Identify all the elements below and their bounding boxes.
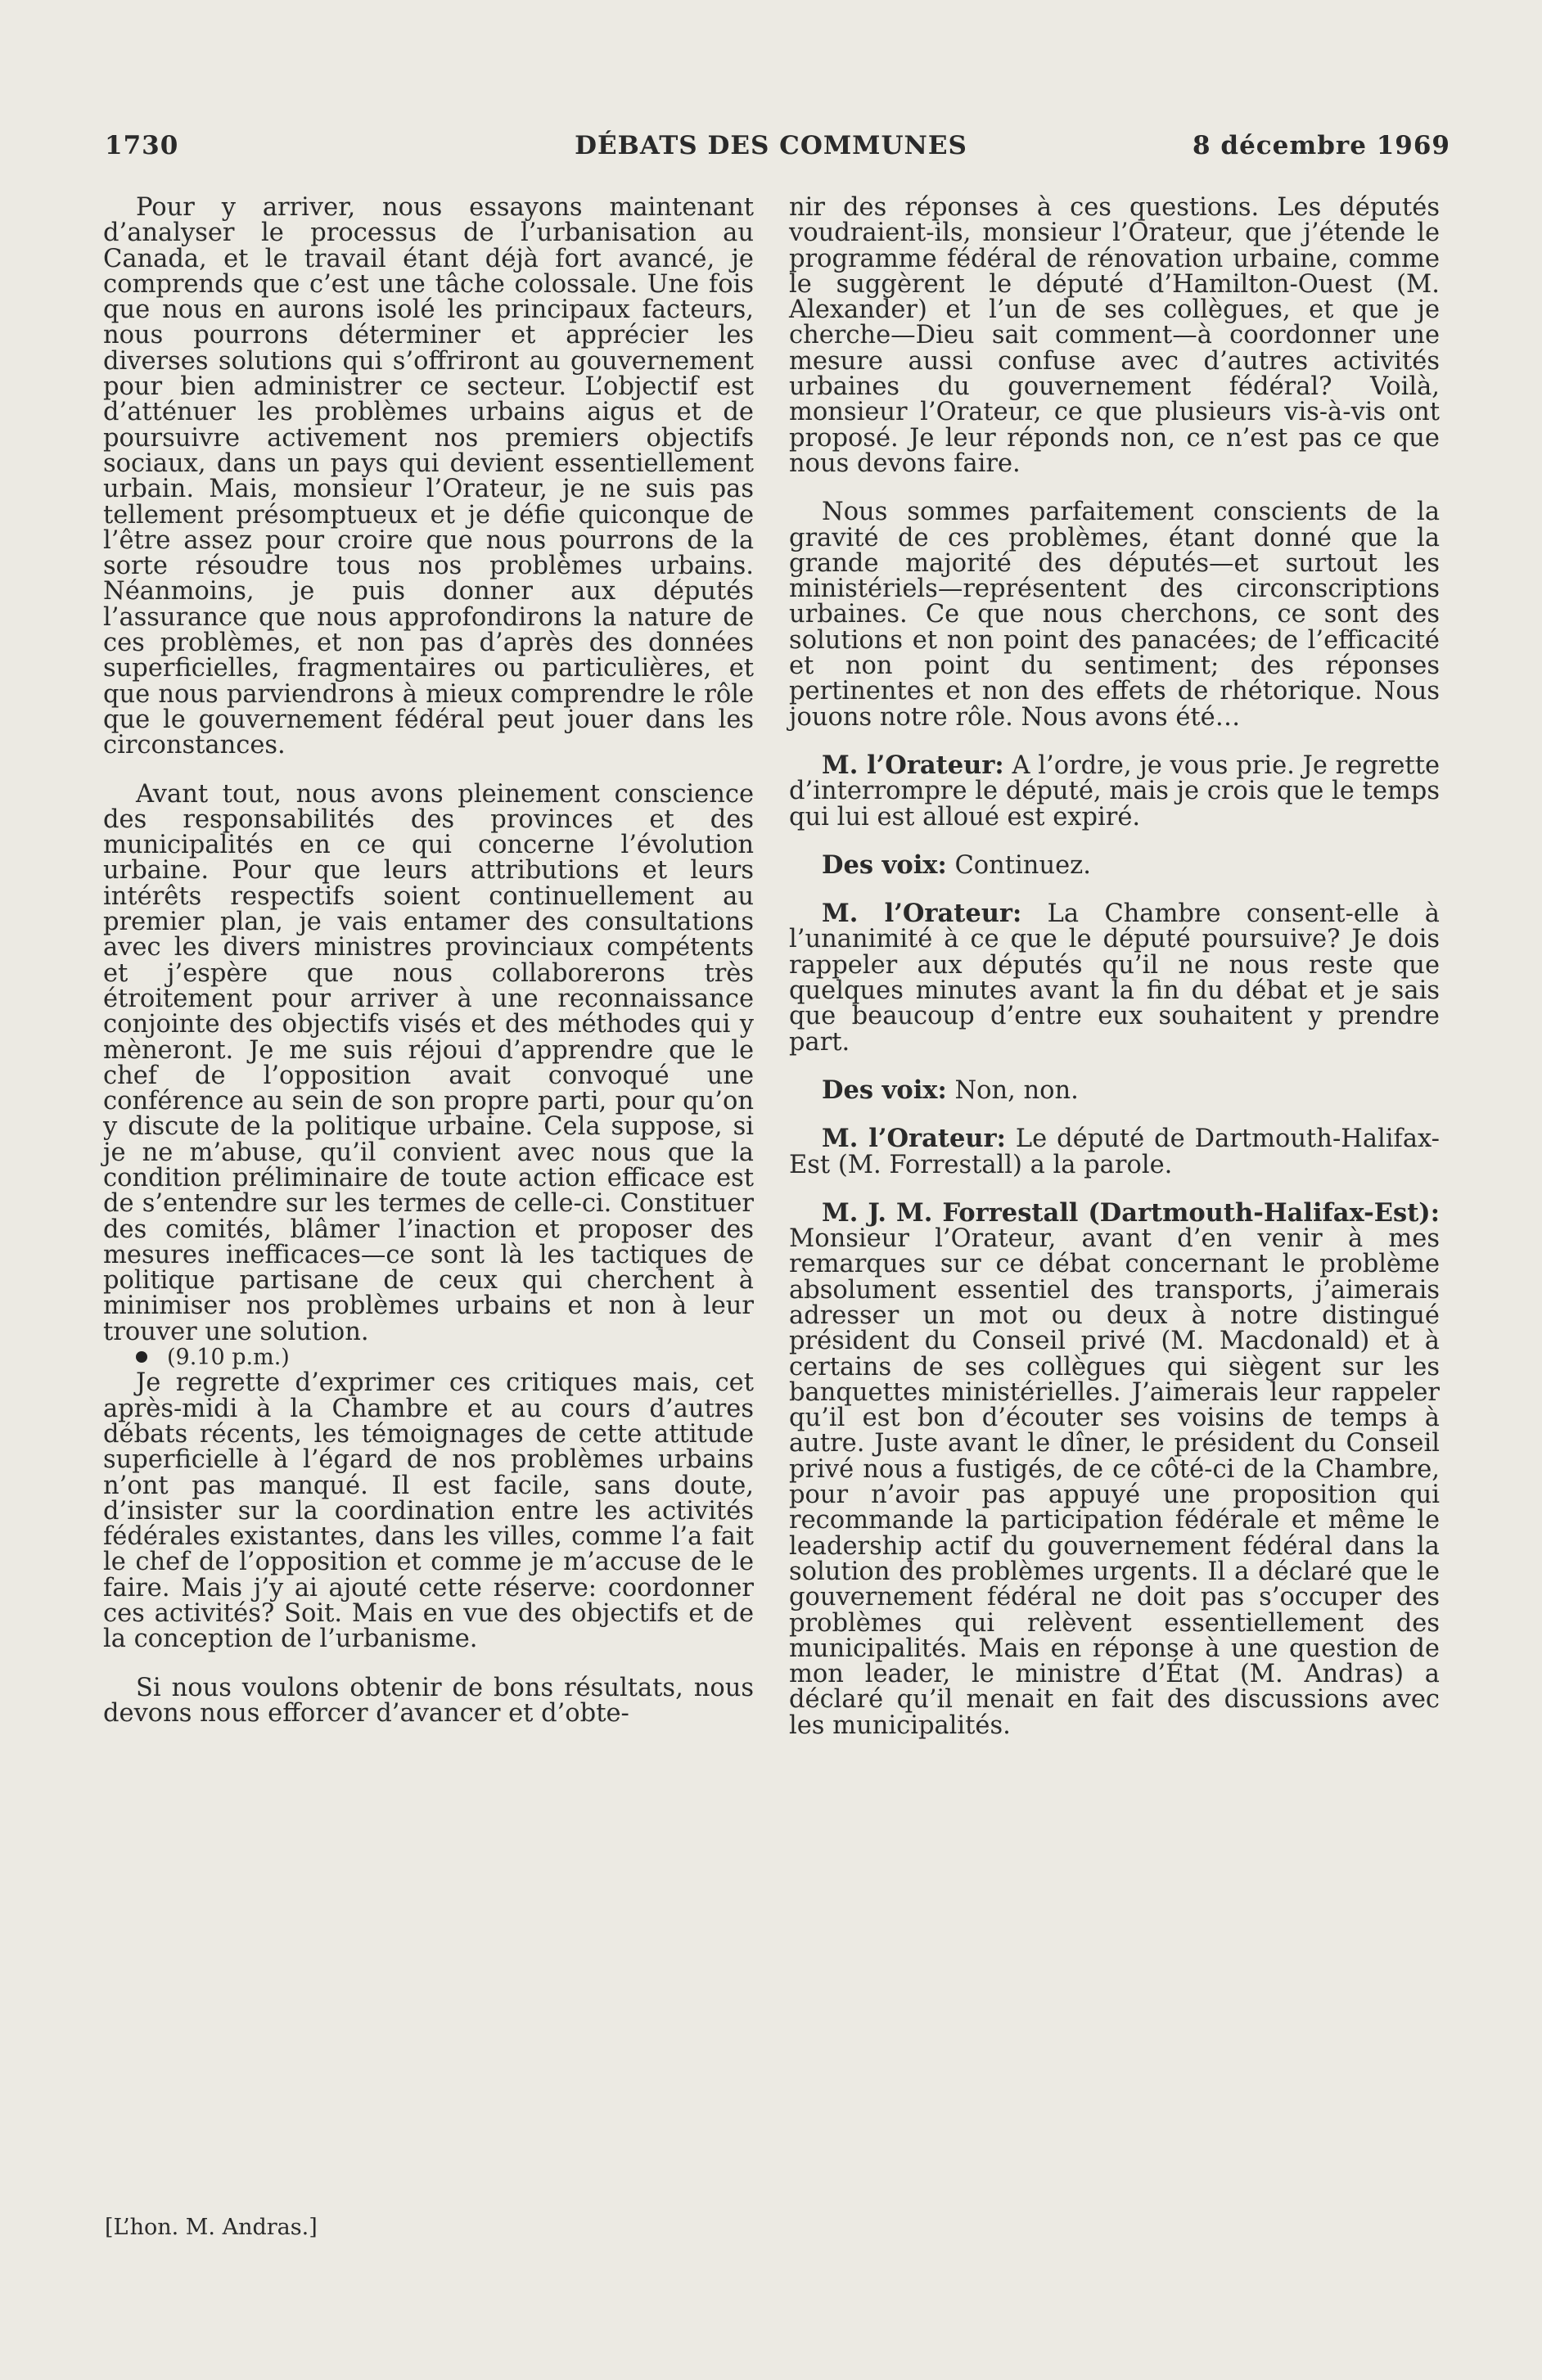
speech-text: La Chambre consent-elle à l’unanimité à ce que le député poursuive? Je dois rappeler aux députés qu’il ne nous reste que quelques minutes avant la fin du débat et je sais que beaucoup d’entre eux souhaitent y prendre part.	[789, 899, 1440, 1057]
speech-forrestall	[789, 1197, 1440, 1740]
left-column	[103, 195, 754, 1726]
bullet-icon	[136, 1351, 147, 1363]
page-date: 8 décembre 1969	[1193, 131, 1450, 160]
speaker-attribution: [L’hon. M. Andras.]	[105, 2215, 318, 2240]
speech-orateur-2	[789, 901, 1440, 1055]
page-number: 1730	[105, 131, 179, 160]
speech-orateur-3	[789, 1126, 1440, 1178]
right-column	[789, 195, 1440, 1738]
page-title: DÉBATS DES COMMUNES	[575, 131, 967, 160]
speech-text: Le député de Dartmouth-Halifax-Est (M. Forrestall) a la parole.	[789, 1125, 1440, 1179]
left-paragraph-2: Avant tout, nous avons pleinement conscience des responsabilités des provinces et des municipalités en ce qui concerne l’évolution urbaine. Pour que leurs attributions et leurs intérêts respectifs soient continuellement au premier plan, je vais entamer des consultations avec les divers ministres provinciaux compétents et j’espère que nous collaborerons très étroitement pour arriver à une reconnaissance conjointe des objectifs visés et des méthodes qui y mèneront. Je me suis réjoui d’apprendre que le chef de l’opposition avait convoqué une conférence au sein de son propre parti, pour qu’on y discute de la politique urbaine. Cela suppose, si je ne m’abuse, qu’il convient avec nous que la condition préliminaire de toute action efficace est de s’entendre sur les termes de celle-ci. Constituer des comités, blâmer l’inaction et proposer des mesures inefficaces—ce sont là les tactiques de politique partisane de ceux qui cherchent à minimiser nos problèmes urbains et non à leur trouver une solution.	[103, 779, 754, 1346]
time-marker-text: (9.10 p.m.)	[167, 1345, 290, 1371]
speech-voix-1	[789, 850, 1440, 880]
speech-text: A l’ordre, je vous prie. Je regrette d’interrompre le député, mais je crois que le temps qui lui est alloué est expiré.	[789, 751, 1440, 832]
speaker-name: M. l’Orateur:	[822, 899, 1022, 929]
speaker-name: Des voix:	[822, 850, 947, 880]
speaker-name: M. l’Orateur:	[822, 750, 1004, 780]
speaker-name: M. l’Orateur:	[822, 1124, 1006, 1154]
left-paragraph-1: Pour y arriver, nous essayons maintenant d’analyser le processus de l’urbanisation au Canada, et le travail étant déjà fort avancé, je comprends que c’est une tâche colossale. Une fois que nous en aurons isolé les principaux facteurs, nous pourrons déterminer et apprécier les diverses solutions qui s’offriront au gouvernement pour bien administrer ce secteur. L’objectif est d’atténuer les problèmes urbains aigus et de poursuivre activement nos premiers objectifs sociaux, dans un pays qui devient essentiellement urbain. Mais, monsieur l’Orateur, je ne suis pas tellement présomptueux et je défie quiconque de l’être assez pour croire que nous pourrons de la sorte résoudre tous nos problèmes urbains. Néanmoins, je puis donner aux députés l’assurance que nous approfondirons la nature de ces problèmes, et non pas d’après des données superficielles, fragmentaires ou particulières, et que nous parviendrons à mieux comprendre le rôle que le gouvernement fédéral peut jouer dans les circonstances.	[103, 193, 754, 760]
right-paragraph-2: Nous sommes parfaitement conscients de la gravité de ces problèmes, étant donné que la grande majorité des députés—et surtout les ministériels—représentent des circonscriptions urbaines. Ce que nous cherchons, ce sont des solutions et non point des panacées; de l’efficacité et non point du sentiment; des réponses pertinentes et non des effets de rhétorique. Nous jouons notre rôle. Nous avons été…	[789, 498, 1440, 732]
left-paragraph-4: Si nous voulons obtenir de bons résultats, nous devons nous efforcer d’avancer et d’obte-	[103, 1673, 754, 1728]
speech-text: Monsieur l’Orateur, avant d’en venir à mes remarques sur ce débat concernant le problème absolument essentiel des transports, j’aimerais adresser un mot ou deux à notre distingué président du Conseil privé (M. Macdonald) et à certains de ses collègues qui siègent sur les banquettes ministérielles. J’aimerais leur rappeler qu’il est bon d’écouter ses voisins de temps à autre. Juste avant le dîner, le président du Conseil privé nous a fustigés, de ce côté-ci de la Chambre, pour n’avoir pas appuyé une proposition qui recommande la participation fédérale et même le leadership actif du gouvernement fédéral dans la solution des problèmes urgents. Il a déclaré que le gouvernement fédéral ne doit pas s’occuper des problèmes qui relèvent essentiellement des municipalités. Mais en réponse à une question de mon leader, le ministre d’État (M. Andras) a déclaré qu’il menait en fait des discussions avec les municipalités.	[789, 1224, 1440, 1740]
time-marker	[103, 1345, 754, 1370]
speech-voix-2	[789, 1075, 1440, 1105]
left-paragraph-3: Je regrette d’exprimer ces critiques mais, cet après-midi à la Chambre et au cours d’autres débats récents, les témoignages de cette attitude superficielle à l’égard de nos problèmes urbains n’ont pas manqué. Il est facile, sans doute, d’insister sur la coordination entre les activités fédérales existantes, dans les villes, comme l’a fait le chef de l’opposition et comme je m’accuse de le faire. Mais j’y ai ajouté cette réserve: coordonner ces activités? Soit. Mais en vue des objectifs et de la conception de l’urbanisme.	[103, 1368, 754, 1654]
right-paragraph-1: nir des réponses à ces questions. Les députés voudraient-ils, monsieur l’Orateur, que j’étende le programme fédéral de rénovation urbaine, comme le suggèrent le député d’Hamilton-Ouest (M. Alexander) et l’un de ses collègues, et que je cherche—Dieu sait comment—à coordonner une mesure aussi confuse avec d’autres activités urbaines du gouvernement fédéral? Voilà, monsieur l’Orateur, ce que plusieurs vis-à-vis ont proposé. Je leur réponds non, ce n’est pas ce que nous devons faire.	[789, 193, 1440, 478]
speech-text: Non, non.	[954, 1075, 1079, 1105]
speaker-name: Des voix:	[822, 1075, 947, 1105]
speech-orateur-1	[789, 750, 1440, 832]
speech-text: Continuez.	[954, 850, 1091, 880]
speaker-name: M. J. M. Forrestall (Dartmouth-Halifax-Est):	[822, 1197, 1440, 1228]
